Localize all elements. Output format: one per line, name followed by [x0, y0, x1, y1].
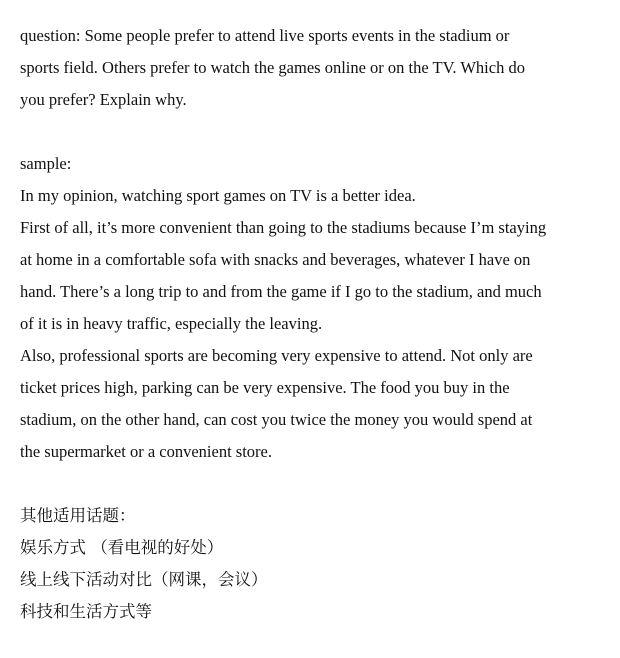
sample-line-3: at home in a comfortable sofa with snacks and beverages, whatever I have on — [20, 250, 531, 269]
sample-line-7: ticket prices high, parking can be very expensive. The food you buy in the — [20, 378, 510, 397]
question-line-3: you prefer? Explain why. — [20, 90, 187, 109]
topic-item-3: 科技和生活方式等 — [20, 602, 152, 621]
question-line-1: question: Some people prefer to attend live sports events in the stadium or — [20, 26, 510, 45]
sample-line-5: of it is in heavy traffic, especially the leaving. — [20, 314, 323, 333]
sample-line-1: In my opinion, watching sport games on TV is a better idea. — [20, 186, 416, 205]
document-body — [20, 20, 605, 628]
sample-line-4: hand. There’s a long trip to and from the game if I go to the stadium, and much — [20, 282, 542, 301]
topic-item-2: 线上线下活动对比（网课，会议） — [20, 570, 268, 589]
sample-label: sample: — [20, 154, 72, 173]
sample-line-2: First of all, it’s more convenient than going to the stadiums because I’m staying — [20, 218, 547, 237]
paragraph-spacer — [20, 468, 605, 500]
sample-line-9: the supermarket or a convenient store. — [20, 442, 272, 461]
paragraph-spacer — [20, 116, 605, 148]
topic-item-1: 娱乐方式 （看电视的好处） — [20, 538, 224, 557]
topics-heading: 其他适用话题： — [20, 506, 136, 525]
sample-line-8: stadium, on the other hand, can cost you twice the money you would spend at — [20, 410, 533, 429]
sample-line-6: Also, professional sports are becoming very expensive to attend. Not only are — [20, 346, 533, 365]
question-line-2: sports field. Others prefer to watch the games online or on the TV. Which do — [20, 58, 525, 77]
